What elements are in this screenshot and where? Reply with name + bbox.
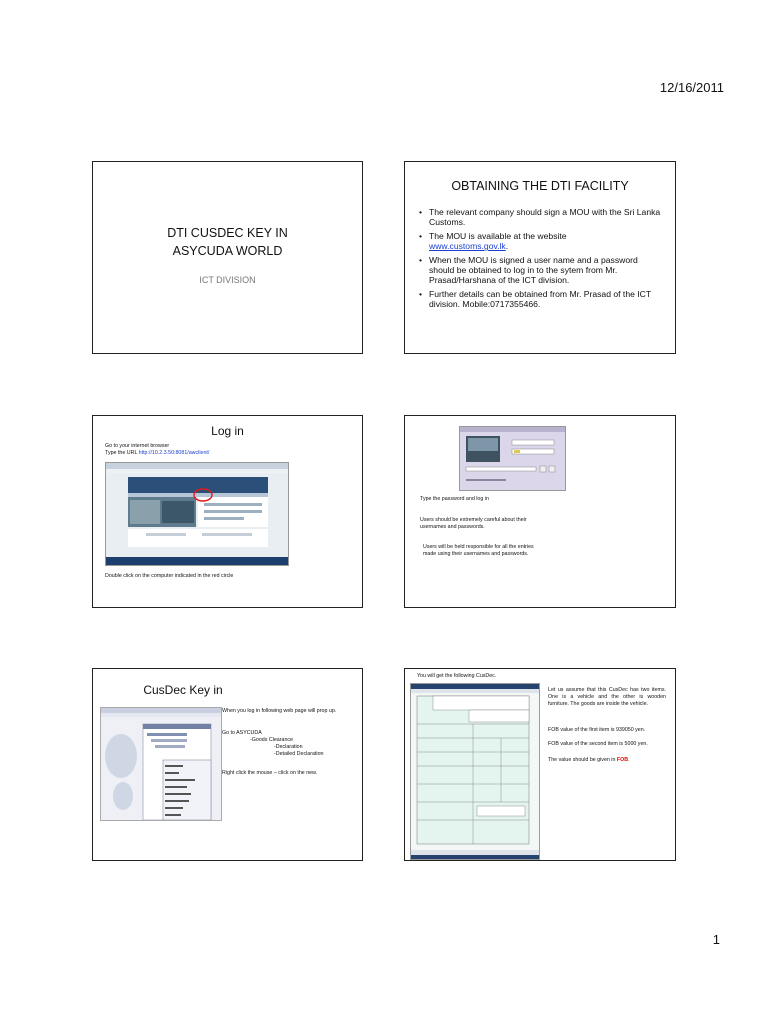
slide-caption: Double click on the computer indicated in the red circle — [105, 573, 234, 579]
instruction-text — [105, 443, 209, 457]
bullet-text: The MOU is available at the website — [429, 230, 567, 241]
customs-website-link[interactable]: www.customs.gov.lk — [429, 241, 506, 252]
slide-heading: OBTAINING THE DTI FACILITY — [451, 179, 629, 193]
slide-title-line1: DTI CUSDEC KEY IN — [167, 226, 288, 240]
slide-text: Let us assume that this CusDec has two items. One is a vehicle and the other is wooden furniture. The goods are inside the vehicle. — [548, 687, 666, 707]
bullet-item: • When the MOU is signed a user name and a password should be obtained to log in to the sytem from Mr. Prasad/Harshana of the ICT division. — [419, 255, 665, 286]
browser-screenshot — [105, 462, 289, 566]
slide-text: You will get the following CusDec. — [417, 673, 497, 679]
text-suffix: . — [628, 757, 630, 763]
slide-title — [92, 161, 363, 354]
cusdec-form-screenshot — [410, 683, 540, 860]
bullet-end: . — [505, 241, 509, 252]
slide-cusdec-key-in — [92, 668, 363, 861]
slide-password — [404, 415, 676, 608]
slide-text: Right click the mouse – click on the new. — [222, 770, 318, 776]
bullet-item — [419, 231, 665, 252]
document-date: 12/16/2011 — [659, 80, 724, 95]
page-number: 1 — [712, 932, 720, 947]
awclient-url-link[interactable]: http://10.2.3.50:8081/awclient/ — [138, 450, 210, 456]
text-prefix: The value should be given in — [548, 757, 617, 763]
slide-log-in — [92, 415, 363, 608]
bullet-list — [419, 207, 665, 313]
menu-path-step: -Declaration — [274, 744, 303, 750]
menu-path-step: -Detailed Declaration — [274, 751, 324, 757]
slide-cusdec-form — [404, 668, 676, 861]
slide-text: When you log in following web page will prop up. — [222, 708, 337, 714]
slide-text: Users will be held responsible for all the entries made using their usernames and passwords. — [423, 544, 534, 557]
url-prefix: Type the URL — [105, 450, 139, 456]
slide-text: FOB value of the first item is 939050 yen. — [548, 727, 646, 733]
slide-text: Type the password and log in — [420, 496, 489, 502]
slide-heading: CusDec Key in — [143, 683, 223, 697]
slide-text: Users should be extremely careful about their usernames and passwords. — [420, 517, 527, 530]
slide-title-line2: ASYCUDA WORLD — [172, 244, 283, 258]
slide-text: FOB value of the second item is 5000 yen. — [548, 741, 648, 747]
instruction-line: Go to your internet browser — [105, 443, 170, 449]
slide-heading: Log in — [211, 424, 244, 438]
instruction-url-line — [105, 450, 209, 457]
slide-text — [548, 757, 666, 764]
menu-path-step: -Goods Clearance — [250, 737, 293, 743]
bullet-item: • Further details can be obtained from Mr. Prasad of the ICT division. Mobile:0717355466. — [419, 289, 665, 310]
slide-subtitle: ICT DIVISION — [199, 275, 256, 285]
login-dialog-screenshot — [459, 426, 566, 491]
slide-title-heading — [93, 224, 362, 260]
menu-path — [222, 730, 323, 758]
asycuda-menu-screenshot — [100, 707, 222, 821]
fob-highlight: FOB — [616, 757, 629, 763]
menu-path-root: Go to ASYCUDA — [222, 730, 262, 736]
slide-obtaining-facility — [404, 161, 676, 354]
bullet-item: • The relevant company should sign a MOU with the Sri Lanka Customs. — [419, 207, 665, 228]
